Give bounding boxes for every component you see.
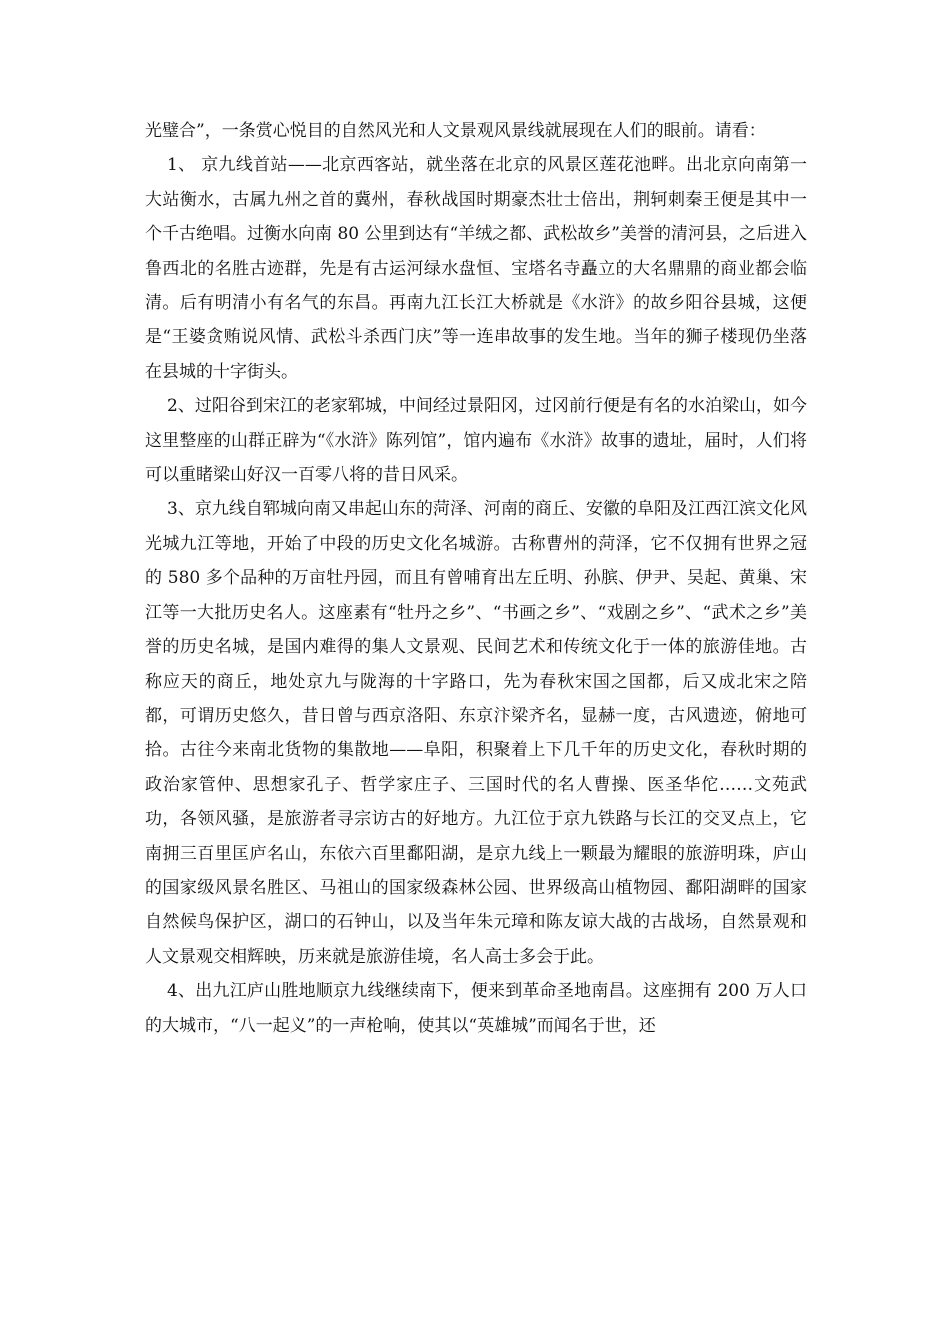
paragraph-continuation: 光璧合”，一条赏心悦目的自然风光和人文景观风景线就展现在人们的眼前。请看： [145,121,766,141]
paragraph-1: 1、 京九线首站——北京西客站，就坐落在北京的风景区莲花池畔。出北京向南第一大站衡水，古属九州之首的冀州，春秋战国时期豪杰壮士倍出，荆轲刺秦王便是其中一个千古绝唱。过衡水向南 80 公里到达有“羊绒之都、武松故乡”美誉的清河县，之后进入鲁西北的名胜古迹群，先是有古运河绿水盘恒、宝塔名寺矗立的大名鼎鼎的商业都会临清。后有明清小有名气的东昌。再南九江长江大桥就是《水浒》的故乡阳谷县城，这便是“王婆贪贿说风情、武松斗杀西门庆”等一连串故事的发生地。当年的狮子楼现仍坐落在县城的十字街头。 [145,155,807,382]
paragraph-2: 2、过阳谷到宋江的老家郓城，中间经过景阳冈，过冈前行便是有名的水泊梁山，如今这里整座的山群正辟为“《水浒》陈列馆”，馆内遍布《水浒》故事的遗址，届时，人们将可以重睹梁山好汉一百零八将的昔日风采。 [145,396,807,486]
paragraph-4: 4、出九江庐山胜地顺京九线继续南下，便来到革命圣地南昌。这座拥有 200 万人口的大城市，“八一起义”的一声枪响，使其以“英雄城”而闻名于世，还 [145,981,807,1036]
paragraph-3: 3、京九线自郓城向南又串起山东的菏泽、河南的商丘、安徽的阜阳及江西江滨文化风光城九江等地，开始了中段的历史文化名城游。古称曹州的菏泽，它不仅拥有世界之冠的 580 多个品种的万亩牡丹园，而且有曾哺育出左丘明、孙膑、伊尹、吴起、黄巢、宋江等一大批历史名人。这座素有“牡丹之乡”、“书画之乡”、“戏剧之乡”、“武术之乡”美誉的历史名城，是国内难得的集人文景观、民间艺术和传统文化于一体的旅游佳地。古称应天的商丘，地处京九与陇海的十字路口，先为春秋宋国之国都，后又成北宋之陪都，可谓历史悠久，昔日曾与西京洛阳、东京汴梁齐名，显赫一度，古风遗迹，俯地可拾。古往今来南北货物的集散地——阜阳，积聚着上下几千年的历史文化，春秋时期的政治家管仲、思想家孔子、哲学家庄子、三国时代的名人曹操、医圣华佗……文苑武功，各领风骚，是旅游者寻宗访古的好地方。九江位于京九铁路与长江的交叉点上，它南拥三百里匡庐名山，东依六百里鄱阳湖，是京九线上一颗最为耀眼的旅游明珠，庐山的国家级风景名胜区、马祖山的国家级森林公园、世界级高山植物园、鄱阳湖畔的国家自然候鸟保护区，湖口的石钟山，以及当年朱元璋和陈友谅大战的古战场，自然景观和人文景观交相辉映，历来就是旅游佳境，名人高士多会于此。 [145,499,807,967]
document-body [145,114,807,1043]
